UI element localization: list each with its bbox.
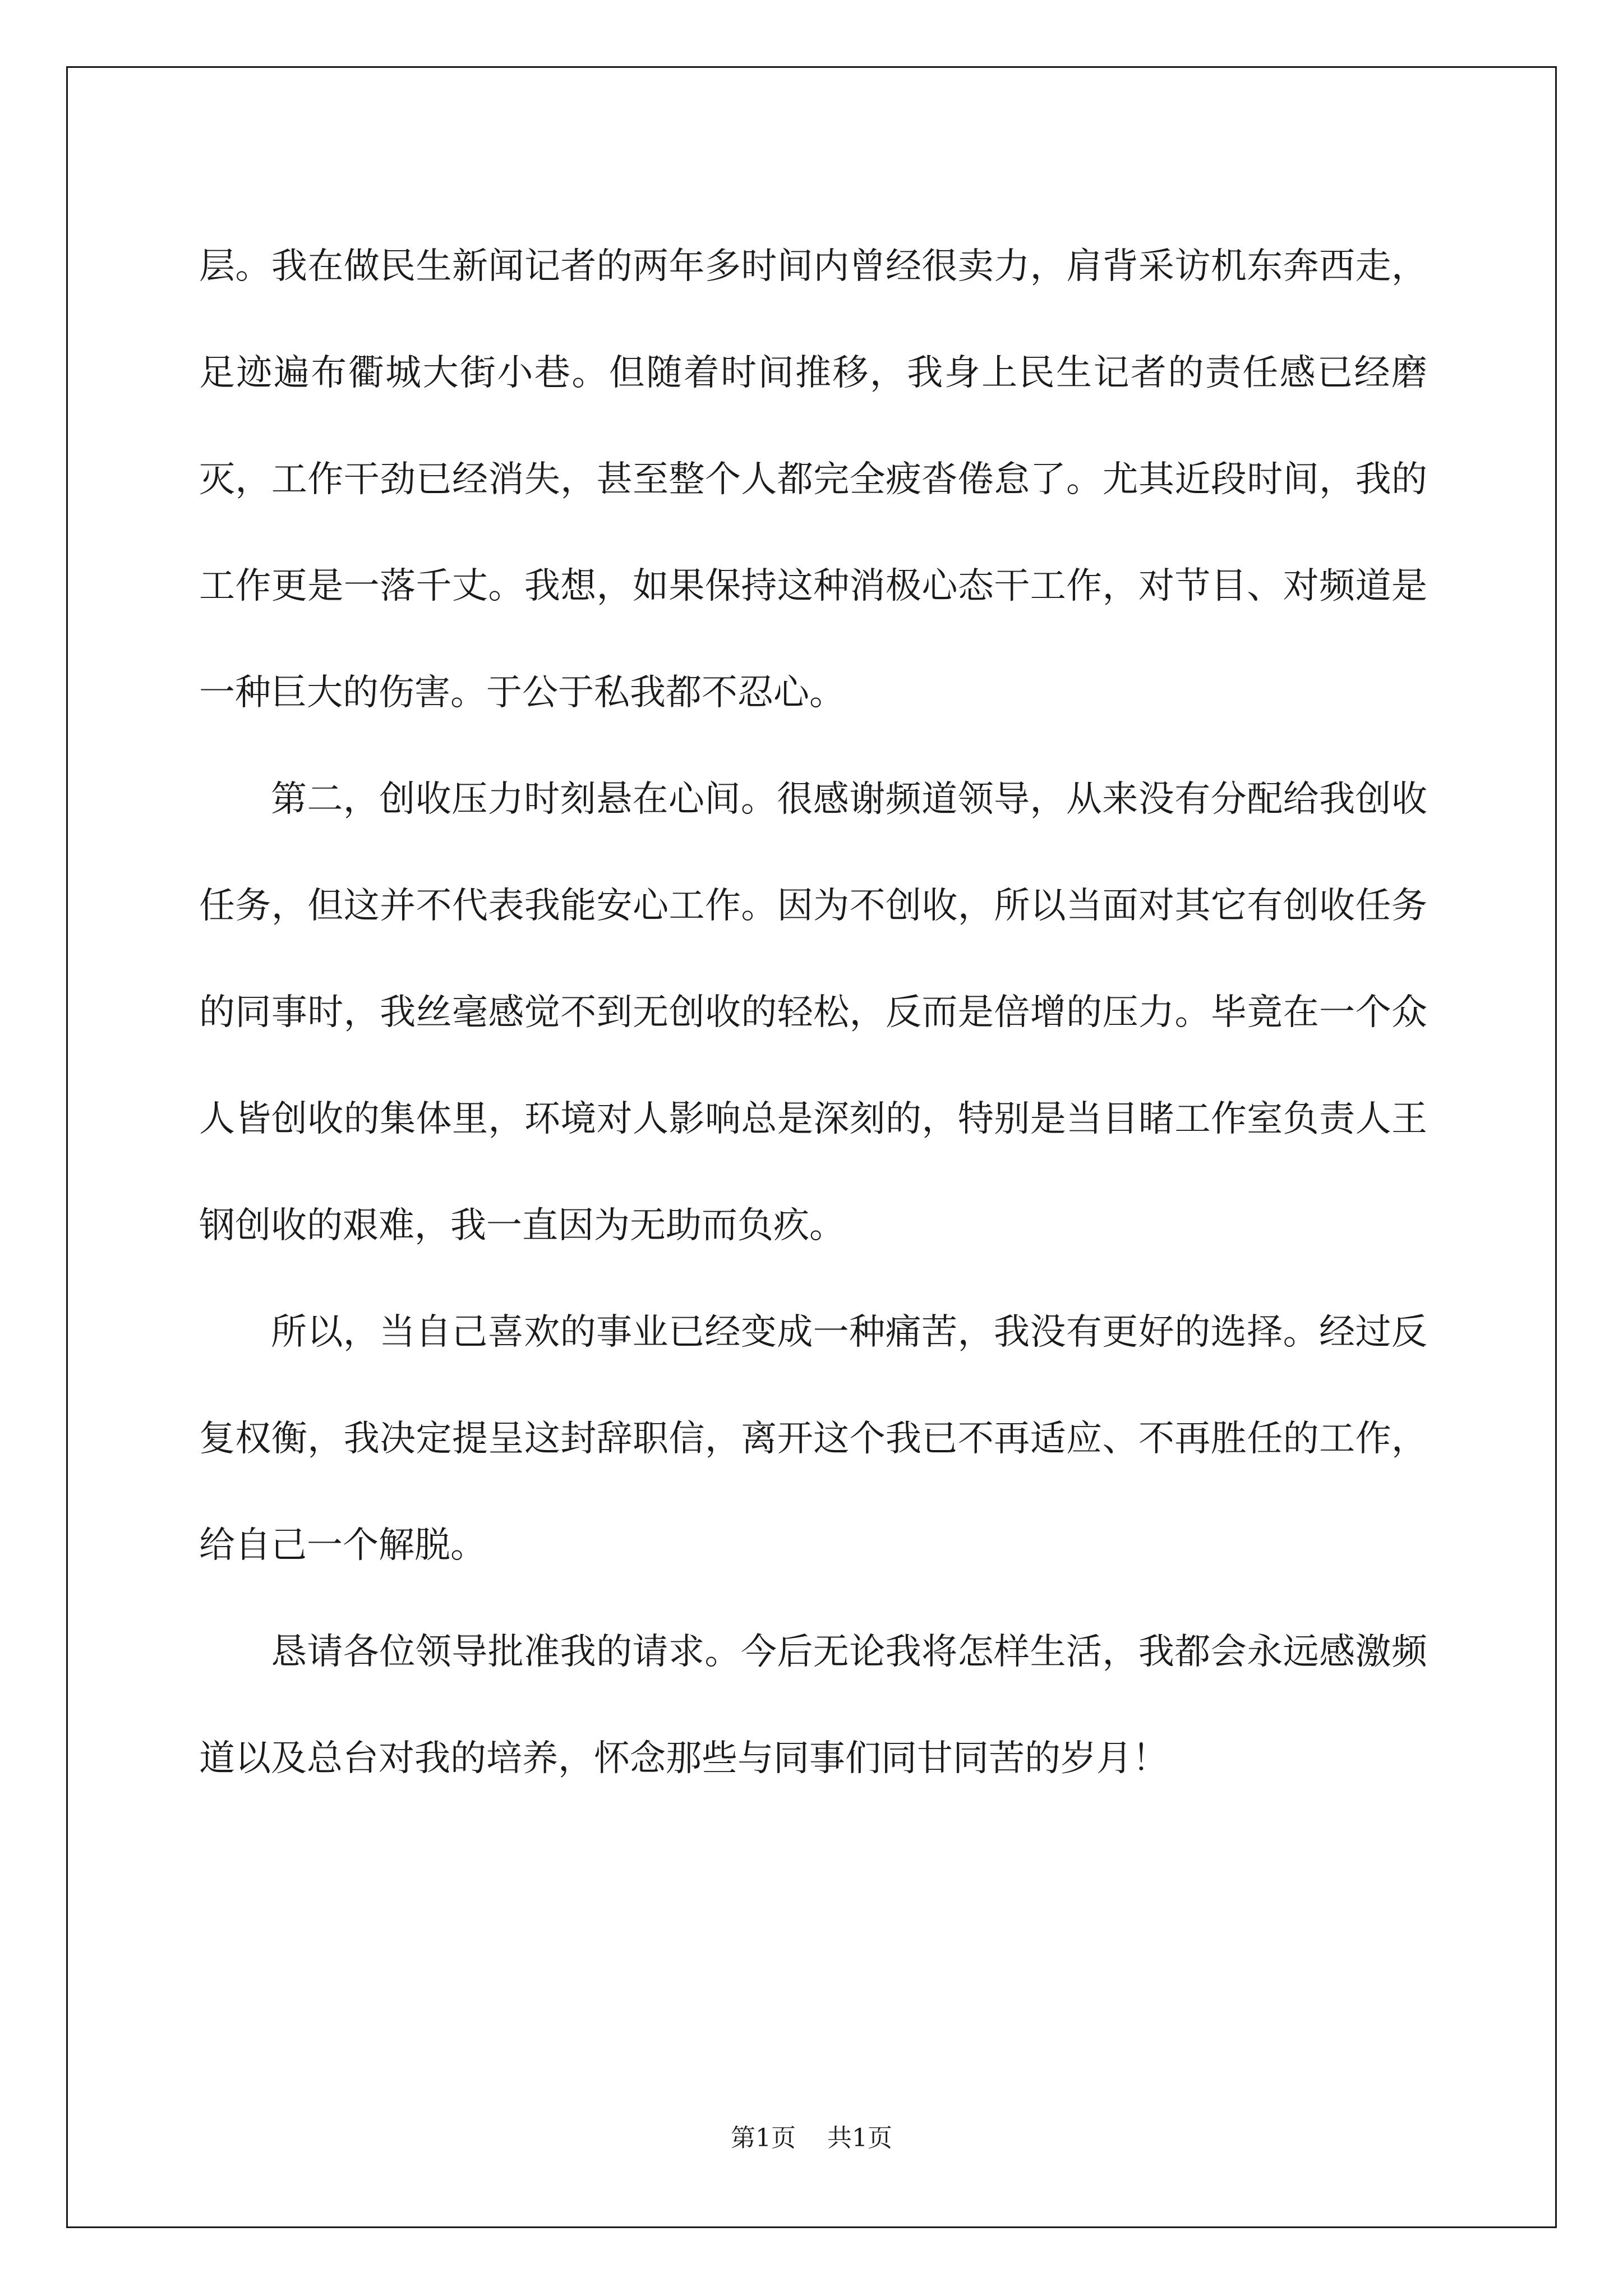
page-number-total: 共1页 [827, 2124, 892, 2152]
page-footer [0, 2118, 1623, 2154]
page-number-current: 第1页 [731, 2124, 796, 2152]
paragraph-3: 所以，当自己喜欢的事业已经变成一种痛苦，我没有更好的选择。经过反复权衡，我决定提呈这封辞职信，离开这个我已不再适应、不再胜任的工作，给自己一个解脱。 [199, 1312, 1427, 1566]
paragraph-2: 第二，创收压力时刻悬在心间。很感谢频道领导，从来没有分配给我创收任务，但这并不代表我能安心工作。因为不创收，所以当面对其它有创收任务的同事时，我丝毫感觉不到无创收的轻松，反而是倍增的压力。毕竟在一个众人皆创收的集体里，环境对人影响总是深刻的，特别是当目睹工作室负责人王钢创收的艰难，我一直因为无助而负疚。 [199, 779, 1427, 1246]
paragraph-4: 恳请各位领导批准我的请求。今后无论我将怎样生活，我都会永远感激频道以及总台对我的培养，怀念那些与同事们同甘同苦的岁月！ [199, 1631, 1427, 1779]
document-body [199, 213, 1427, 1812]
paragraph-1: 层。我在做民生新闻记者的两年多时间内曾经很卖力，肩背采访机东奔西走，足迹遍布衢城大街小巷。但随着时间推移，我身上民生记者的责任感已经磨灭，工作干劲已经消失，甚至整个人都完全疲沓倦怠了。尤其近段时间，我的工作更是一落千丈。我想，如果保持这种消极心态干工作，对节目、对频道是一种巨大的伤害。于公于私我都不忍心。 [199, 246, 1427, 714]
